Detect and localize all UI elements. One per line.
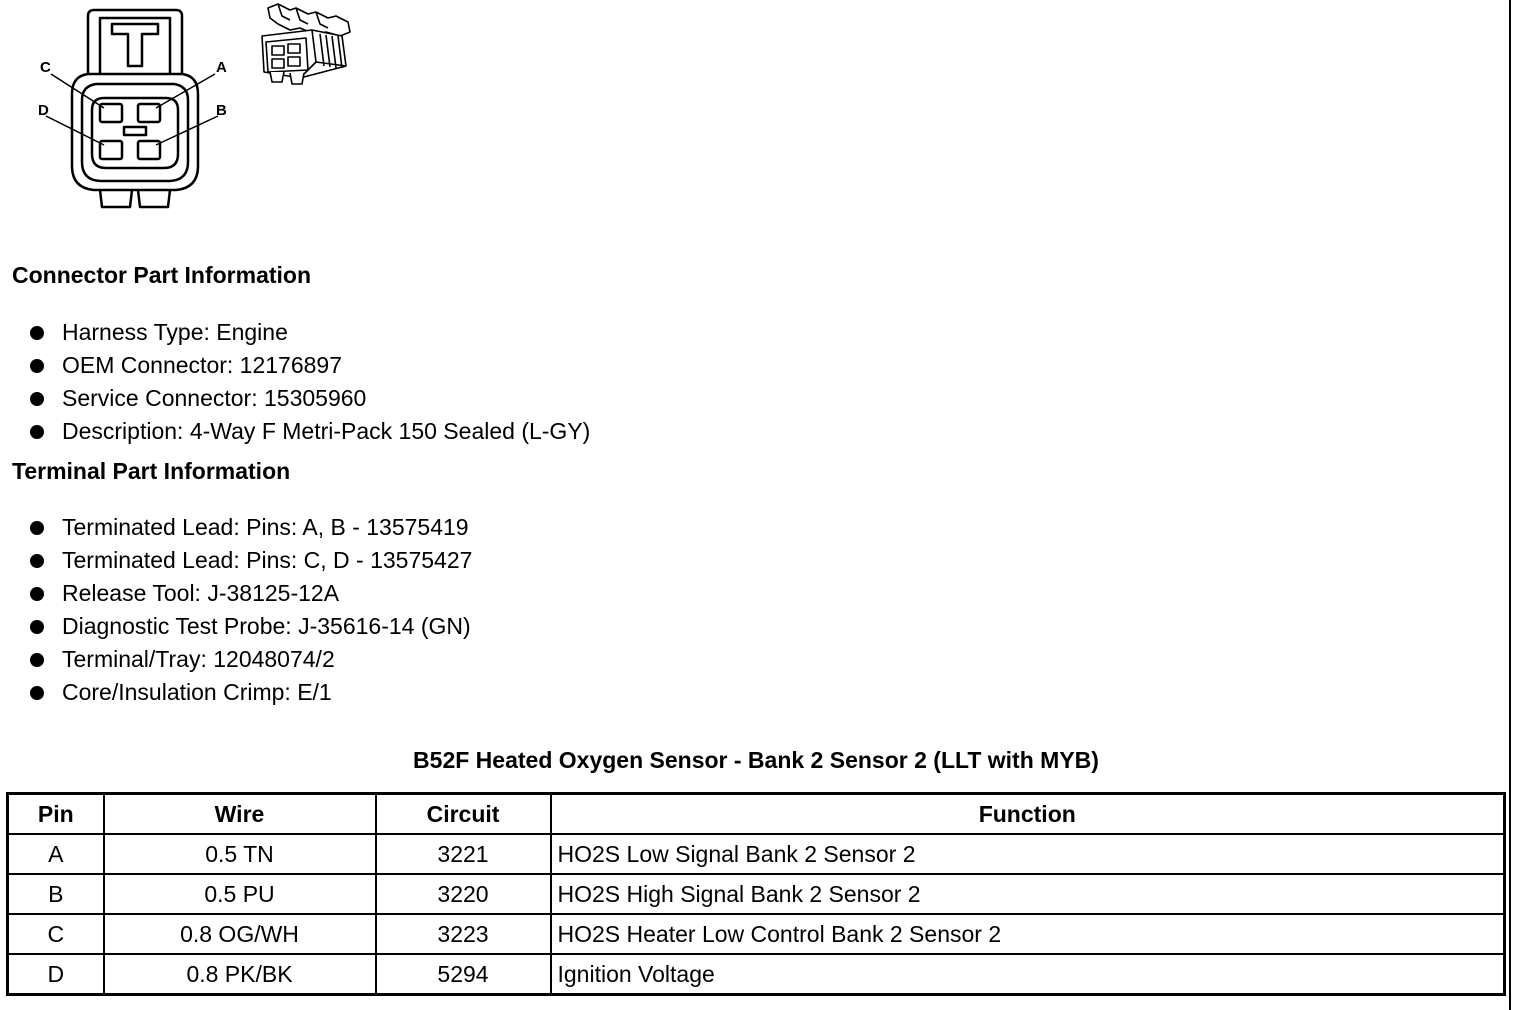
bullet-icon — [30, 326, 44, 340]
list-item: OEM Connector: 12176897 — [28, 349, 590, 382]
terminal-part-heading: Terminal Part Information — [12, 458, 291, 484]
cell-pin: A — [8, 834, 104, 874]
table-header-row — [8, 794, 1505, 835]
pin-label-d: D — [38, 102, 49, 119]
cavity-b — [138, 141, 160, 159]
pin-label-a: A — [216, 59, 227, 76]
cell-circuit: 3223 — [376, 914, 551, 954]
table-row — [8, 874, 1505, 914]
table-row — [8, 914, 1505, 954]
cell-pin: D — [8, 954, 104, 995]
pinout-table — [6, 792, 1506, 996]
cell-wire: 0.8 OG/WH — [104, 914, 376, 954]
list-item: Service Connector: 15305960 — [28, 382, 590, 415]
list-item: Core/Insulation Crimp: E/1 — [28, 676, 472, 709]
cell-pin: C — [8, 914, 104, 954]
cell-wire: 0.5 PU — [104, 874, 376, 914]
bullet-icon — [30, 425, 44, 439]
header-circuit: Circuit — [376, 794, 551, 835]
header-pin: Pin — [8, 794, 104, 835]
cell-function: Ignition Voltage — [551, 954, 1505, 995]
cell-circuit: 5294 — [376, 954, 551, 995]
terminal-part-list — [28, 511, 472, 709]
list-item: Harness Type: Engine — [28, 316, 590, 349]
pin-label-b: B — [216, 102, 227, 119]
table-row — [8, 834, 1505, 874]
connector-face-diagram — [30, 4, 240, 214]
connector-part-list — [28, 316, 590, 448]
pin-label-c: C — [40, 59, 51, 76]
connector-isometric-diagram — [256, 2, 360, 88]
cell-pin: B — [8, 874, 104, 914]
cell-function: HO2S High Signal Bank 2 Sensor 2 — [551, 874, 1505, 914]
bullet-icon — [30, 620, 44, 634]
bullet-icon — [30, 359, 44, 373]
cell-function: HO2S Heater Low Control Bank 2 Sensor 2 — [551, 914, 1505, 954]
bullet-icon — [30, 653, 44, 667]
list-item: Terminated Lead: Pins: A, B - 13575419 — [28, 511, 472, 544]
header-wire: Wire — [104, 794, 376, 835]
bullet-icon — [30, 587, 44, 601]
list-item: Description: 4-Way F Metri-Pack 150 Sealed (L-GY) — [28, 415, 590, 448]
cell-wire: 0.8 PK/BK — [104, 954, 376, 995]
cell-circuit: 3220 — [376, 874, 551, 914]
bullet-icon — [30, 686, 44, 700]
list-item: Diagnostic Test Probe: J-35616-14 (GN) — [28, 610, 472, 643]
table-title: B52F Heated Oxygen Sensor - Bank 2 Sensor 2 (LLT with MYB) — [413, 747, 1099, 773]
cell-function: HO2S Low Signal Bank 2 Sensor 2 — [551, 834, 1505, 874]
cavity-a — [138, 104, 160, 122]
bullet-icon — [30, 392, 44, 406]
list-item: Terminated Lead: Pins: C, D - 13575427 — [28, 544, 472, 577]
list-item: Release Tool: J-38125-12A — [28, 577, 472, 610]
bullet-icon — [30, 554, 44, 568]
bullet-icon — [30, 521, 44, 535]
cavity-d — [100, 141, 122, 159]
cell-wire: 0.5 TN — [104, 834, 376, 874]
list-item: Terminal/Tray: 12048074/2 — [28, 643, 472, 676]
cell-circuit: 3221 — [376, 834, 551, 874]
header-function: Function — [551, 794, 1505, 835]
connector-part-heading: Connector Part Information — [12, 262, 312, 288]
page-right-border — [1509, 0, 1511, 1010]
table-row — [8, 954, 1505, 995]
